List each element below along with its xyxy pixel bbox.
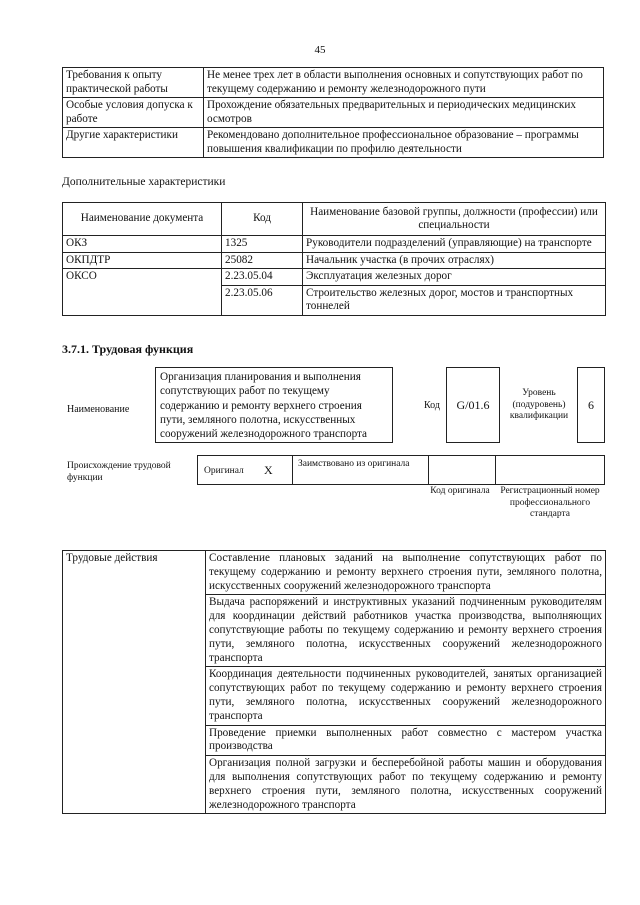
requirement-value: Прохождение обязательных предварительных и периодических медицинских осмотров (204, 98, 604, 128)
requirement-label: Другие характеристики (63, 128, 204, 158)
additional-table (62, 202, 606, 316)
function-name-label: Наименование (67, 404, 130, 415)
actions-table (62, 550, 606, 814)
requirement-label: Требования к опыту практической работы (63, 68, 204, 98)
table-row (63, 252, 606, 269)
borrowed-label: Заимствовано из оригинала (298, 459, 410, 469)
action-item: Координация деятельности подчиненных руководителей, занятых организацией сопутствующих работ по текущему содержанию и ремонту верхнего строения пути, земляного полотна, искусственных сооружений железнодорожного транспорта (206, 667, 606, 725)
original-mark: X (264, 463, 273, 477)
code-cell: 2.23.05.06 (222, 285, 303, 315)
code-caption: Код оригинала (430, 486, 490, 496)
doc-cell: ОКПДТР (63, 252, 222, 269)
table-row (63, 68, 604, 98)
doc-cell: ОКСО (63, 269, 222, 316)
table-header-row (63, 203, 606, 236)
function-code-value: G/01.6 (446, 367, 500, 443)
header-name: Наименование базовой группы, должности (профессии) или специальности (303, 203, 606, 236)
table-row (63, 269, 606, 286)
requirement-value: Не менее трех лет в области выполнения основных и сопутствующих работ по текущему содержанию и ремонту железнодорожного пути (204, 68, 604, 98)
name-cell: Строительство железных дорог, мостов и транспортных тоннелей (303, 285, 606, 315)
code-cell: 2.23.05.04 (222, 269, 303, 286)
requirements-table (62, 67, 604, 158)
table-row (63, 98, 604, 128)
name-cell: Начальник участка (в прочих отраслях) (303, 252, 606, 269)
table-row (63, 551, 606, 595)
name-cell: Руководители подразделений (управляющие) на транспорте (303, 236, 606, 253)
requirement-label: Особые условия допуска к работе (63, 98, 204, 128)
action-item: Составление плановых заданий на выполнение сопутствующих работ по текущему содержанию и ремонту верхнего строения пути, земляного полотна, искусственных сооружений железнодорожного транспорта (206, 551, 606, 595)
table-row (63, 236, 606, 253)
divider (495, 455, 496, 485)
section-title: 3.7.1. Трудовая функция (62, 342, 194, 356)
function-code-label: Код (424, 400, 440, 411)
requirement-value: Рекомендовано дополнительное профессиональное образование – программы повышения квалификации по профилю деятельности (204, 128, 604, 158)
divider (428, 455, 429, 485)
code-cell: 1325 (222, 236, 303, 253)
header-doc: Наименование документа (63, 203, 222, 236)
doc-cell: ОКЗ (63, 236, 222, 253)
name-cell: Эксплуатация железных дорог (303, 269, 606, 286)
code-cell: 25082 (222, 252, 303, 269)
additional-title: Дополнительные характеристики (62, 176, 226, 188)
function-name-value: Организация планирования и выполнения сопутствующих работ по текущему содержанию и ремонту верхнего строения пути, земляного полотна, искусственных сооружений железнодорожного транспорта (155, 367, 393, 443)
action-item: Выдача распоряжений и инструктивных указаний подчиненным руководителям для координации действий работников участка производства, выполняющих сопутствующие работы по текущему содержанию и ремонту верхнего строения пути, земляного полотна, искусственных сооружений железнодорожного транспорта (206, 595, 606, 667)
header-code: Код (222, 203, 303, 236)
table-row (63, 128, 604, 158)
action-item: Организация полной загрузки и бесперебойной работы машин и оборудования для выполнения сопутствующих работ по текущему содержанию и ремонту верхнего строения пути, земляного полотна, искусственных сооружений железнодорожного транспорта (206, 756, 606, 814)
origin-row (197, 455, 605, 485)
page-number: 45 (314, 44, 326, 56)
level-value: 6 (577, 367, 605, 443)
divider (292, 455, 293, 485)
actions-label: Трудовые действия (63, 551, 206, 814)
reg-caption: Регистрационный номер профессионального стандарта (500, 486, 600, 519)
action-item: Проведение приемки выполненных работ совместно с мастером участка производства (206, 725, 606, 756)
level-label: Уровень (подуровень) квалификации (509, 388, 569, 421)
origin-label: Происхождение трудовой функции (67, 461, 171, 483)
original-label: Оригинал (204, 466, 244, 476)
